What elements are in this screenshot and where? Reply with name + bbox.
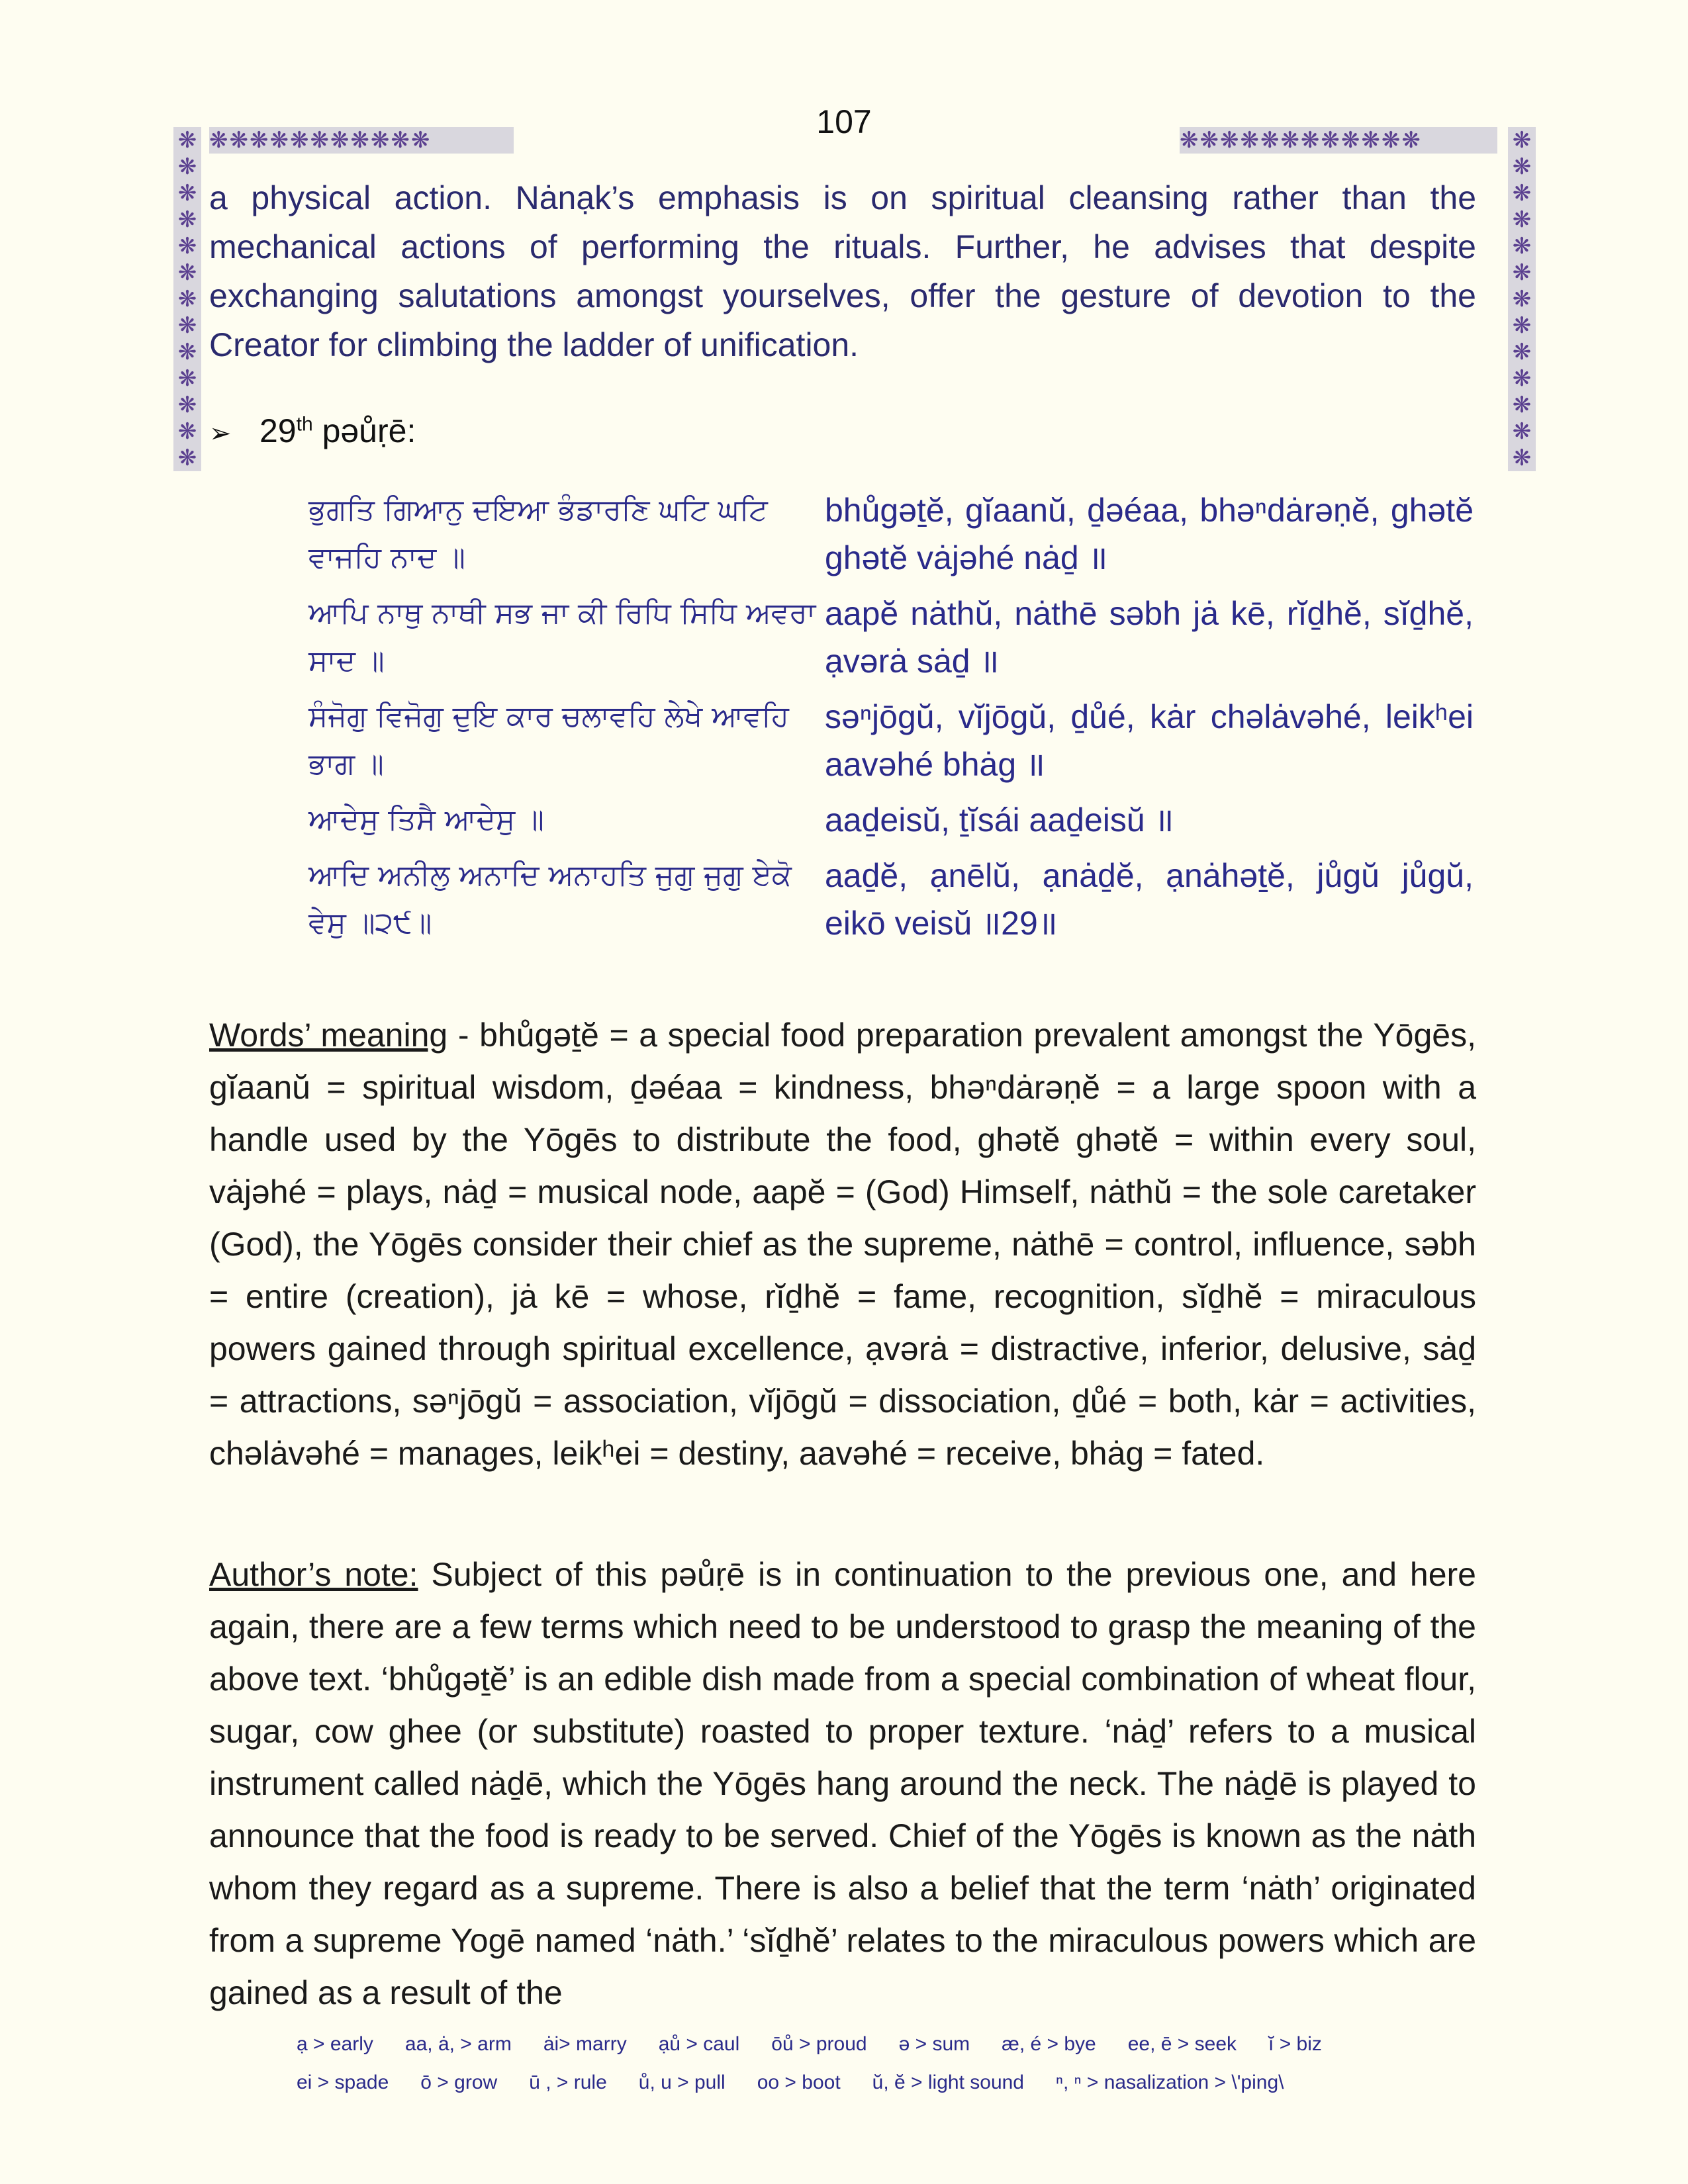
verse-gurmukhi: ਆਪਿ ਨਾਥੁ ਨਾਥੀ ਸਭ ਜਾ ਕੀ ਰਿਧਿ ਸਿਧਿ ਅਵਰਾ ਸਾਦ ॥ xyxy=(308,596,816,678)
legend-item: ō > grow xyxy=(420,2071,498,2093)
legend-item: ū , > rule xyxy=(529,2071,607,2093)
legend-item: ⁿ, ⁿ > nasalization > \'ping\ xyxy=(1056,2071,1284,2093)
words-meaning-label: Words’ meaning xyxy=(209,1017,448,1054)
section-title: pəůṛē: xyxy=(322,412,416,449)
verse-transliteration: aaḏĕ, ạnēlŭ, ạnȧḏĕ, ạnȧhəṯĕ, jůgŭ jůgŭ, eikō veisŭ ॥29॥ xyxy=(825,857,1474,942)
section-number-suffix: th xyxy=(296,413,313,435)
legend-item: ȧi> marry xyxy=(543,2033,627,2055)
words-meaning-paragraph xyxy=(209,1009,1476,1480)
words-meaning-text: - bhůgəṯĕ = a special food preparation prevalent amongst the Yōgēs, gĭaanŭ = spiritual wisdom, ḏəéaa = kindness, bhəⁿdȧrəṇĕ = a large spoon with a handle used by the Yōgēs to distribute the food, ghətĕ ghətĕ = within every soul, vȧjəhé = plays, nȧḏ = musical node, aapĕ = (God) Himself, nȧthŭ = the sole caretaker (God), the Yōgēs consider their chief as the supreme, nȧthē = control, influence, səbh = entire (creation), jȧ kē = whose, rĭḏhĕ = fame, recognition, sĭḏhĕ = miraculous powers gained through spiritual excellence, ạvərȧ = distractive, inferior, delusive, sȧḏ = attractions, səⁿjōgŭ = association, vĭjōgŭ = dissociation, ḏůé = both, kȧr = activities, chəlȧvəhé = manages, leikʰei = destiny, aavəhé = receive, bhȧg = fated. xyxy=(209,1017,1476,1472)
legend-item: aa, ȧ, > arm xyxy=(404,2033,512,2055)
arrow-bullet-icon: ➢ xyxy=(209,419,232,448)
legend-item: ei > spade xyxy=(297,2071,389,2093)
left-border-ornament: ❋❋❋❋❋❋❋❋❋❋❋❋❋ xyxy=(173,127,201,471)
legend-item: ạů > caul xyxy=(658,2033,740,2055)
legend-item: ĭ > biz xyxy=(1268,2033,1322,2055)
legend-item: ə > sum xyxy=(898,2033,970,2055)
verse-transliteration: aapĕ nȧthŭ, nȧthē səbh jȧ kē, rĭḏhĕ, sĭḏhĕ, ạvərȧ sȧḏ ॥ xyxy=(825,595,1474,680)
right-border-ornament: ❋❋❋❋❋❋❋❋❋❋❋❋❋ xyxy=(1508,127,1536,471)
verse-row xyxy=(308,796,1480,844)
section-number: 29 xyxy=(259,412,297,449)
authors-note-label: Author’s note: xyxy=(209,1556,418,1593)
legend-item: ee, ē > seek xyxy=(1127,2033,1237,2055)
verse-gurmukhi: ਸੰਜੋਗੁ ਵਿਜੋਗੁ ਦੁਇ ਕਾਰ ਚਲਾਵਹਿ ਲੇਖੇ ਆਵਹਿ ਭਾਗ ॥ xyxy=(308,700,789,781)
legend-item: oo > boot xyxy=(757,2071,841,2093)
section-heading xyxy=(209,412,416,450)
verse-gurmukhi: ਭੁਗਤਿ ਗਿਆਨੁ ਦਇਆ ਭੰਡਾਰਣਿ ਘਟਿ ਘਟਿ ਵਾਜਹਿ ਨਾਦ ॥ xyxy=(308,493,768,574)
verse-gurmukhi: ਆਦਿ ਅਨੀਲੁ ਅਨਾਦਿ ਅਨਾਹਤਿ ਜੁਗੁ ਜੁਗੁ ਏਕੋ ਵੇਸੁ ॥੨੯॥ xyxy=(308,858,792,940)
intro-paragraph: a physical action. Nȧnạk’s emphasis is on spiritual cleansing rather than the mechanical actions of performing the rituals. Further, he advises that despite exchanging salutations amongst yourselves, offer the gesture of devotion to the Creator for climbing the ladder of unification. xyxy=(209,179,1476,363)
pronunciation-legend-row-1 xyxy=(297,2033,1462,2056)
top-left-border-ornament: ❋❋❋❋❋❋❋❋❋❋❋ xyxy=(209,127,514,154)
verse-transliteration: bhůgəṯĕ, gĭaanŭ, ḏəéaa, bhəⁿdȧrəṇĕ, ghətĕ ghətĕ vȧjəhé nȧḏ ॥ xyxy=(825,492,1474,576)
authors-note-text: Subject of this pəůṛē is in continuation to the previous one, and here again, there are a few terms which need to be understood to grasp the meaning of the above text. ‘bhůgəṯĕ’ is an edible dish made from a special combination of wheat flour, sugar, cow ghee (or substitute) roasted to proper texture. ‘nȧḏ’ refers to a musical instrument called nȧḏē, which the Yōgēs hang around the neck. The nȧḏē is played to announce that the food is ready to be served. Chief of the Yōgēs is known as the nȧth whom they regard as a supreme. There is also a belief that the term ‘nȧth’ originated from a supreme Yogē named ‘nȧth.’ ‘sĭḏhĕ’ relates to the miraculous powers which are gained as a result of the xyxy=(209,1556,1476,2011)
page-number: 107 xyxy=(816,103,872,140)
legend-item: ạ > early xyxy=(297,2033,373,2055)
legend-item: ŭ, ĕ > light sound xyxy=(872,2071,1024,2093)
pronunciation-legend-row-2 xyxy=(297,2071,1462,2094)
verse-transliteration: aaḏeisŭ, ṯĭsái aaḏeisŭ ॥ xyxy=(825,801,1174,839)
legend-item: ōů > proud xyxy=(771,2033,867,2055)
authors-note-paragraph xyxy=(209,1549,1476,2019)
verse-gurmukhi: ਆਦੇਸੁ ਤਿਸੈ ਆਦੇਸੁ ॥ xyxy=(308,803,544,837)
top-right-border-ornament: ❋❋❋❋❋❋❋❋❋❋❋❋ xyxy=(1180,127,1497,154)
verse-row xyxy=(308,852,1480,947)
verse-row xyxy=(308,693,1480,788)
legend-item: ů, u > pull xyxy=(638,2071,726,2093)
verse-transliteration: səⁿjōgŭ, vĭjōgŭ, ḏůé, kȧr chəlȧvəhé, leikʰei aavəhé bhȧg ॥ xyxy=(825,698,1474,783)
verse-table xyxy=(308,486,1480,955)
verse-row xyxy=(308,486,1480,582)
verse-row xyxy=(308,590,1480,685)
legend-item: æ, é > bye xyxy=(1002,2033,1096,2055)
